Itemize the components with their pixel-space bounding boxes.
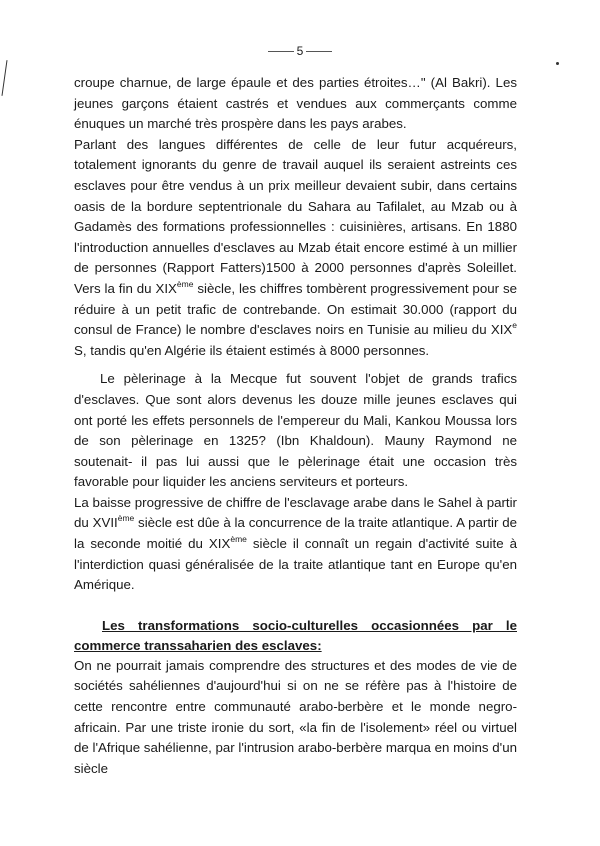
section-heading (74, 616, 517, 656)
page-number-rule-left (268, 51, 294, 52)
paragraph-pilgrimage: Le pèlerinage à la Mecque fut souvent l'objet de grands trafics d'esclaves. Que sont alors devenus les douze mille jeunes esclaves qui ont porté les effets personnels de l'empereur du Mali, Kankou Moussa lors de son pèlerinage en 1325? (Ibn Khaldoun). Mauny Raymond ne soutenait- il pas lui aussi que le pèlerinage était une occasion très favorable pour liquider les anciens serviteurs et porteurs. (74, 371, 517, 490)
paragraph-text: siècle, les chiffres tombèrent progressivement pour se réduire à un petit trafic de contrebande. On estimait 30.000 (rapport du consul de France) le nombre d'esclaves noirs en Tunisie au milieu du XIX (74, 280, 518, 338)
paragraph-text: siècle est dûe à la concurrence de la traite atlantique. A partir de la seconde moitié du XIX (74, 515, 517, 552)
scan-artifact-line (1, 60, 7, 96)
section-spacer (74, 596, 517, 616)
document-body (74, 73, 517, 779)
paragraph-text: siècle il connaît un regain d'activité suite à l'interdiction quasi généralisée de la traite atlantique tant en Europe qu'en Amérique. (74, 536, 517, 593)
superscript: ème (230, 534, 247, 545)
paragraph-section-body: On ne pourrait jamais comprendre des structures et des modes de vie de sociétés sahéliennes d'aujourd'hui si on ne se réfère pas à l'histoire de cette rencontre entre communauté arabo-berbère et le monde negro-africain. Par une triste ironie du sort, «la fin de l'isolement» réel ou virtuel de l'Afrique sahélienne, par l'intrusion arabo-berbère marqua en moins d'un siècle (74, 657, 517, 776)
paragraph-oasis-training (74, 135, 517, 362)
paragraph-al-bakri-quote: croupe charnue, de large épaule et des parties étroites…" (Al Bakri). Les jeunes garçons étaient castrés et vendues aux commerçants comme énuques un marché très prospère dans les pays arabes. (74, 75, 517, 132)
section-heading-line-1: Les transformations socio-culturelles occasionnées par le (102, 617, 517, 633)
page-number-value: 5 (296, 44, 304, 58)
paragraph-text: Parlant des langues différentes de celle de leur futur acquéreurs, totalement ignorants du genre de travail auquel ils seraient astreints ces esclaves pour être vendus à un prix meilleur devaient subir, dans certains oasis de la bordure septentrionale du Sahara au Tafilalet, au Mzab ou à Gadamès des formations professionnelles : cuisinières, artisans. En 1880 l'introduction annuelles d'esclaves au Mzab était encore estimé à un millier de personnes (Rapport Fatters)1500 à 2000 personnes d'après Soleillet. Vers la fin du XIX (74, 136, 517, 296)
paragraph-decline (74, 493, 517, 596)
superscript: e (512, 320, 517, 331)
page-number (0, 44, 600, 58)
superscript: ème (117, 513, 135, 524)
section-heading-line-2: commerce transsaharien des esclaves: (74, 637, 322, 653)
paragraph-text: La baisse progressive de chiffre de l'esclavage arabe dans le Sahel à partir du XVII (74, 494, 517, 531)
scan-artifact-dot (556, 62, 559, 65)
page-number-rule-right (306, 51, 332, 52)
paragraph-text: S, tandis qu'en Algérie ils étaient estimés à 8000 personnes. (74, 342, 430, 358)
paragraph-spacer (74, 361, 517, 369)
superscript: ème (176, 278, 194, 289)
